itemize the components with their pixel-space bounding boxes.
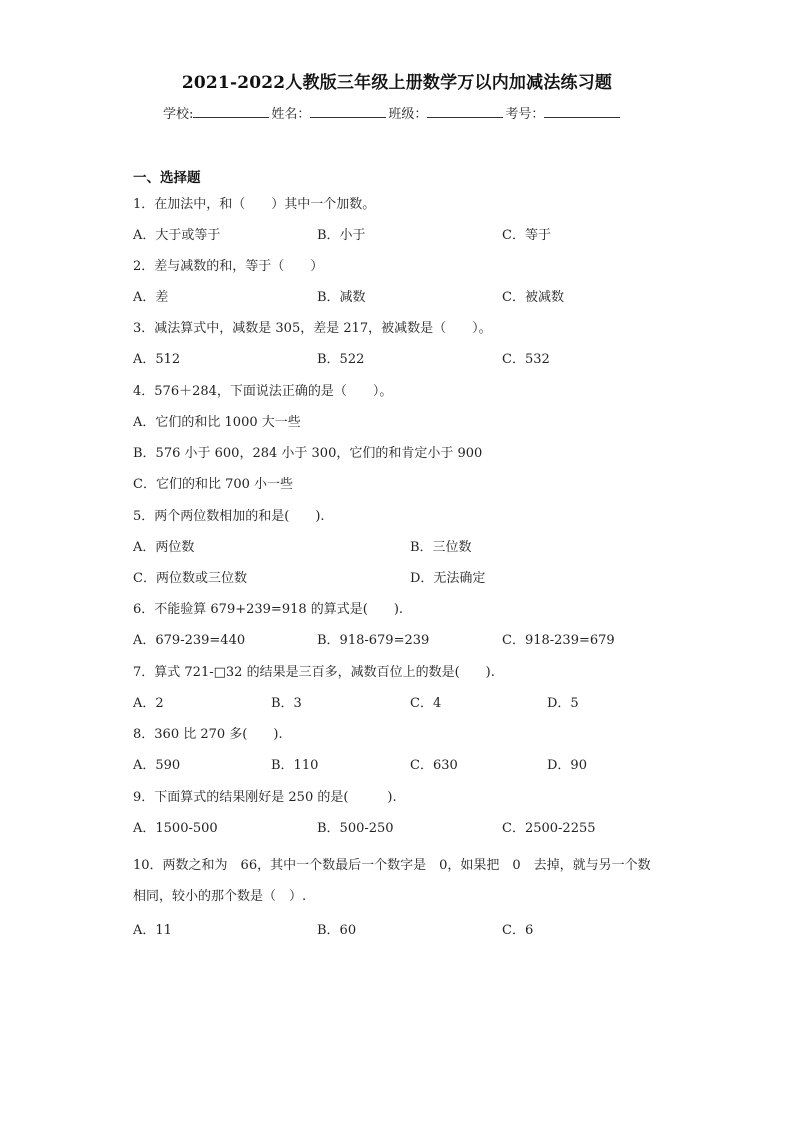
question-1-option-a: A．大于或等于 <box>133 228 221 243</box>
question-8-option-b: B．110 <box>271 758 319 773</box>
name-blank <box>310 105 386 118</box>
question-3-stem: 3．减法算式中，减数是 305，差是 217，被减数是（ ）。 <box>133 321 492 336</box>
question-5-option-c: C．两位数或三位数 <box>133 571 247 586</box>
question-5-stem: 5．两个两位数相加的和是( ). <box>133 509 325 524</box>
question-6-option-b: B．918-679=239 <box>317 633 430 648</box>
question-4-option-b: B．576 小于 600，284 小于 300，它们的和肯定小于 900 <box>133 446 483 461</box>
question-2-option-b: B．减数 <box>317 290 366 305</box>
question-8-stem: 8．360 比 270 多( ). <box>133 727 283 742</box>
question-7-option-c: C．4 <box>410 696 442 711</box>
question-10-option-a: A．11 <box>133 923 172 938</box>
school-label: 学校: <box>163 107 194 122</box>
question-2-stem: 2．差与减数的和，等于（ ） <box>133 259 324 274</box>
question-8-option-a: A．590 <box>133 758 181 773</box>
exam-number-label: 考号： <box>505 107 545 122</box>
question-4-stem: 4．576＋284，下面说法正确的是（ ）。 <box>133 384 393 399</box>
question-9-option-b: B．500-250 <box>317 821 394 836</box>
section-title: 一、选择题 <box>133 170 201 186</box>
name-label: 姓名： <box>271 107 311 122</box>
class-blank <box>427 105 503 118</box>
question-10-stem: 10．两数之和为 66，其中一个数最后一个数字是 0，如果把 0 去掉，就与另一个数相同，较小的那个数是（ ）. <box>133 858 651 904</box>
question-7-option-a: A．2 <box>133 696 164 711</box>
question-9-option-c: C．2500-2255 <box>502 821 596 836</box>
exam-number-blank <box>544 105 620 118</box>
question-9-stem: 9．下面算式的结果刚好是 250 的是( ). <box>133 790 397 805</box>
question-3-option-c: C．532 <box>502 352 550 367</box>
question-8-option-c: C．630 <box>410 758 458 773</box>
question-7-option-d: D．5 <box>547 696 579 711</box>
question-5-option-a: A．两位数 <box>133 540 195 555</box>
question-6-stem: 6．不能验算 679+239=918 的算式是( ). <box>133 602 404 617</box>
question-10-option-c: C．6 <box>502 923 534 938</box>
question-8-option-d: D．90 <box>547 758 587 773</box>
question-6-option-c: C．918-239=679 <box>502 633 615 648</box>
question-1-stem: 1．在加法中，和（ ）其中一个加数。 <box>133 197 376 212</box>
class-label: 班级： <box>388 107 428 122</box>
question-7-option-b: B．3 <box>271 696 302 711</box>
question-2-option-c: C．被减数 <box>502 290 564 305</box>
question-3-option-b: B．522 <box>317 352 365 367</box>
question-5-option-b: B．三位数 <box>410 540 472 555</box>
question-6-option-a: A．679-239=440 <box>133 633 246 648</box>
page-title: 2021-2022人教版三年级上册数学万以内加减法练习题 <box>181 73 613 93</box>
school-blank <box>193 105 269 118</box>
question-1-option-c: C．等于 <box>502 228 551 243</box>
student-info-row <box>163 103 622 122</box>
question-5-option-d: D．无法确定 <box>410 571 486 586</box>
question-4-option-a: A．它们的和比 1000 大一些 <box>133 415 301 430</box>
question-9-option-a: A．1500-500 <box>133 821 218 836</box>
question-3-option-a: A．512 <box>133 352 181 367</box>
question-2-option-a: A．差 <box>133 290 169 305</box>
question-10-option-b: B．60 <box>317 923 357 938</box>
question-1-option-b: B．小于 <box>317 228 366 243</box>
question-4-option-c: C．它们的和比 700 小一些 <box>133 477 294 492</box>
question-7-stem: 7．算式 721-□32 的结果是三百多，减数百位上的数是( ). <box>133 665 495 680</box>
